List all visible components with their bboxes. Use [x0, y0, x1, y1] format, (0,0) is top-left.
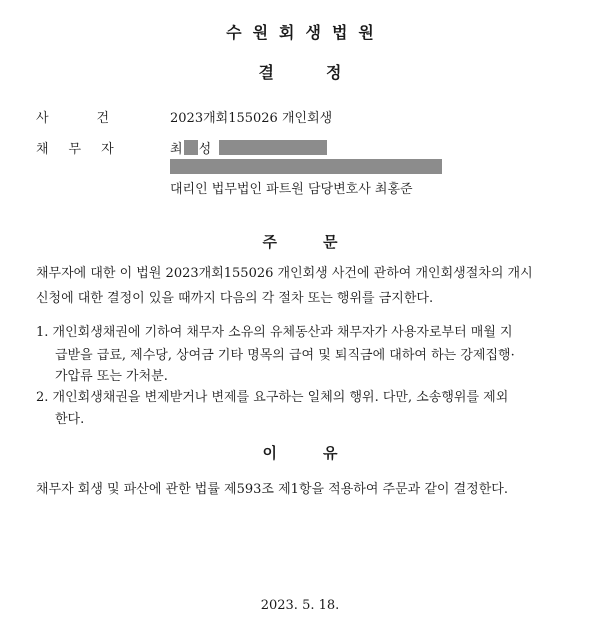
order-item-2: 2. 개인회생채권을 변제받거나 변제를 요구하는 일체의 행위. 다만, 소송행위를 제외: [36, 390, 509, 405]
order-preamble-line: 신청에 대한 결정이 있을 때까지 다음의 각 절차 또는 행위를 금지한다.: [36, 291, 434, 306]
court-name: 수원회생법원: [226, 23, 385, 42]
order-preamble-line: 채무자에 대한 이 법원 2023개회155026 개인회생 사건에 관하여 개인회생절차의 개시: [36, 266, 533, 281]
case-label: 사건: [36, 111, 158, 126]
debtor-name: [170, 138, 327, 157]
order-heading: 주문: [262, 233, 384, 251]
debtor-name-first: 최: [170, 142, 183, 157]
document-type: 결정: [258, 63, 394, 82]
order-item-1-continued: 급받을 급료, 제수당, 상여금 기타 명목의 급여 및 퇴직금에 대하여 하는 강제집행·: [55, 348, 515, 363]
order-item-2-continued: 한다.: [55, 412, 85, 427]
debtor-name-last: 성: [198, 142, 212, 157]
order-item-1: 1. 개인회생채권에 기하여 채무자 소유의 유체동산과 채무자가 사용자로부터 매월 지: [36, 325, 513, 340]
redaction-block: [184, 140, 198, 155]
case-number: 2023개회155026 개인회생: [170, 111, 333, 126]
reason-heading: 이유: [262, 444, 384, 462]
order-item-1-continued: 가압류 또는 가처분.: [55, 369, 168, 384]
legal-agent: 대리인 법무법인 파트원 담당변호사 최홍준: [170, 182, 413, 197]
reason-text: 채무자 회생 및 파산에 관한 법률 제593조 제1항을 적용하여 주문과 같이 결정한다.: [36, 482, 508, 497]
decision-date: 2023. 5. 18.: [260, 598, 340, 613]
redaction-block: [219, 140, 327, 155]
debtor-label: 채무자: [36, 142, 134, 157]
redaction-address: [170, 159, 442, 174]
